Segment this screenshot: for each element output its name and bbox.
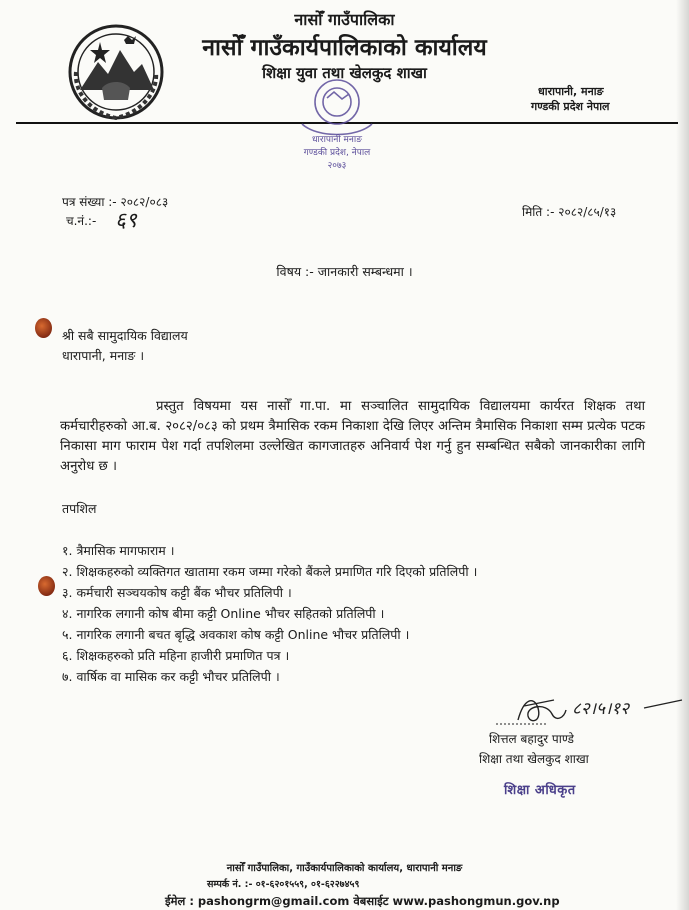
- page-edge-shadow: [676, 0, 689, 910]
- dispatch-number-handwritten: ६९: [115, 208, 137, 232]
- punch-hole-mark: [38, 576, 55, 596]
- signature-date: ८२।५।१२: [572, 699, 630, 719]
- list-item: ६. शिक्षकहरुको प्रति महिना हाजीरी प्रमाणित पत्र ।: [62, 648, 290, 663]
- signatory-designation: शिक्षा तथा खेलकुद शाखा: [479, 752, 589, 766]
- letter-body: प्रस्तुत विषयमा यस नासोँ गा.पा. मा सञ्चालित सामुदायिक विद्यालयमा कार्यरत शिक्षक तथा कर्मचारीहरुको आ.ब. २०८२/०८३ को प्रथम त्रैमासिक रकम निकाशा देखि लिएर अन्तिम त्रैमासिक निकाशा सम्म प्रत्येक पटक निकासा माग फाराम पेश गर्दा तपशिलमा उल्लेखित कागजातहरु अनिवार्य पेश गर्नु हुन सम्बन्धित सबैको जानकारीका लागि अनुरोध छ ।: [60, 399, 645, 474]
- details-heading: तपशिल: [62, 501, 97, 516]
- officer-title-stamp: शिक्षा अधिकृत: [504, 783, 576, 798]
- address-line-1: धारापानी, मनाङ: [538, 85, 604, 98]
- footer-email-website: ईमेल : pashongrm@gmail.com वेबसाईट www.pashongmun.gov.np: [165, 894, 560, 908]
- list-item: ४. नागरिक लगानी कोष बीमा कट्टी Online भौचर सहितको प्रतिलिपी ।: [62, 606, 385, 621]
- footer-contact: सम्पर्क नं. :- ०१-६२०१५५९, ०१-६२२७४५९: [207, 879, 360, 890]
- recipient-line-1: श्री सबै सामुदायिक विद्यालय: [62, 328, 188, 343]
- letter-date: मिति :- २०८२/८५/१३: [522, 205, 617, 219]
- list-item: ७. वार्षिक वा मासिक कर कट्टी भौचर प्रतिलिपी ।: [62, 669, 280, 684]
- list-item: १. त्रैमासिक मागफाराम ।: [62, 543, 175, 558]
- stamp-text-2: गण्डकी प्रदेश, नेपाल: [303, 148, 371, 158]
- stamp-text-1: धारापानी मनाङ: [312, 135, 362, 145]
- punch-hole-mark: [35, 318, 52, 338]
- municipality-name: नासोँ गाउँपालिका: [294, 10, 395, 29]
- section-name: शिक्षा युवा तथा खेलकुद शाखा: [262, 64, 427, 82]
- office-title: नासोँ गाउँकार्यपालिकाको कार्यालय: [202, 35, 487, 61]
- document-checklist: [62, 540, 622, 687]
- stamp-text-3: २०७३: [327, 161, 347, 171]
- recipient-line-2: धारापानी, मनाङ ।: [62, 348, 145, 363]
- office-seal-stamp: [272, 68, 402, 176]
- list-item: ५. नागरिक लगानी बचत बृद्धि अवकाश कोष कट्टी Online भौचर प्रतिलिपी ।: [62, 627, 410, 642]
- signatory-name: शित्तल बहादुर पाण्डे: [489, 732, 574, 746]
- letter-subject: विषय :- जानकारी सम्बन्धमा ।: [276, 264, 413, 279]
- footer-office: नासोँ गाउँपालिका, गाउँकार्यपालिकाको कार्यालय, धारापानी मनाङ: [226, 863, 463, 874]
- reference-number: पत्र संख्या :- २०८२/०८३: [62, 195, 169, 209]
- list-item: २. शिक्षकहरुको व्यक्तिगत खातामा रकम जम्मा गरेको बैंकले प्रमाणित गरि दिएको प्रतिलिपी ।: [62, 564, 478, 579]
- dispatch-number-label: च.नं.:-: [66, 214, 97, 228]
- handwritten-signature: [494, 688, 684, 732]
- list-item: ३. कर्मचारी सञ्चयकोष कट्टी बैंक भौचर प्रतिलिपी ।: [62, 585, 292, 600]
- address-line-2: गण्डकी प्रदेश नेपाल: [531, 100, 610, 113]
